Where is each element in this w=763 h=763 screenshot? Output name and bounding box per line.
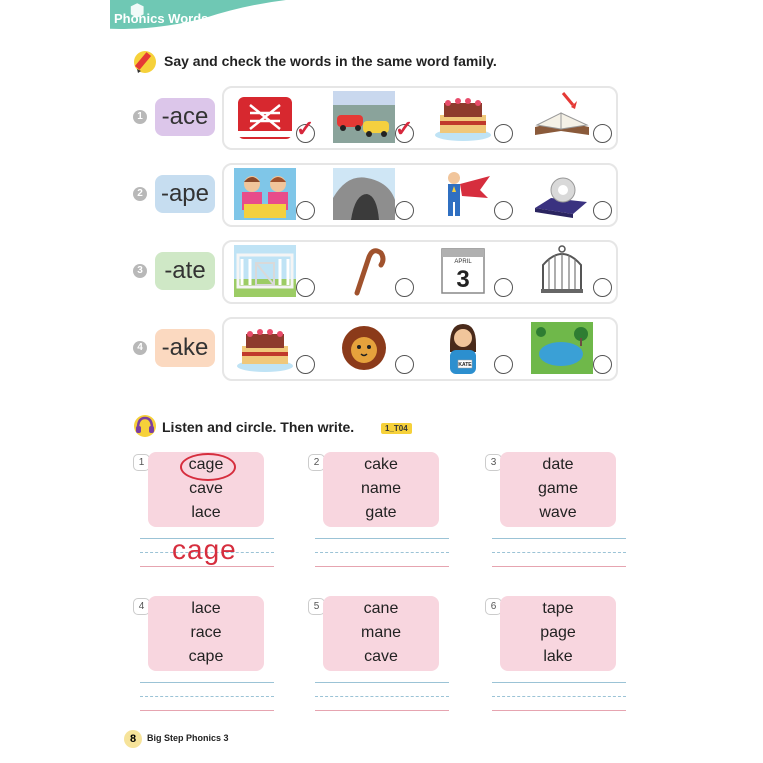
kids-board-game-icon	[234, 168, 296, 220]
row-number: 4	[133, 341, 147, 355]
word-family-label: -ape	[155, 175, 215, 213]
superhero-cape-icon	[432, 168, 494, 220]
page-number: 8	[124, 730, 142, 748]
shoes-icon	[234, 91, 296, 143]
word-option[interactable]: race	[190, 624, 222, 641]
tape-dispenser-icon	[531, 168, 593, 220]
word-family-label: -ake	[155, 329, 215, 367]
section2-title: Listen and circle. Then write.	[162, 419, 355, 435]
word-choice-card	[323, 596, 439, 671]
word-option[interactable]: cave	[189, 480, 223, 497]
writing-line	[315, 696, 449, 697]
word-option[interactable]: lake	[543, 648, 573, 665]
check-circle[interactable]	[395, 355, 414, 374]
card-number: 1	[133, 454, 150, 471]
word-option[interactable]: cake	[364, 456, 398, 473]
word-option[interactable]: cane	[363, 600, 399, 617]
word-option[interactable]: wave	[539, 504, 577, 521]
writing-line	[492, 696, 626, 697]
word-choice-card	[323, 452, 439, 527]
word-choice-card	[500, 452, 616, 527]
writing-line	[140, 566, 274, 567]
word-option[interactable]: lace	[191, 600, 221, 617]
writing-line	[315, 538, 449, 539]
writing-line	[315, 710, 449, 711]
headphones-icon	[132, 412, 158, 438]
check-circle[interactable]	[593, 201, 612, 220]
book-icon	[531, 91, 593, 143]
calendar-month: APRIL	[454, 259, 472, 265]
row-number: 3	[133, 264, 147, 278]
card-number: 3	[485, 454, 502, 471]
word-option[interactable]: game	[537, 480, 579, 497]
answer-circle	[180, 453, 236, 481]
check-circle[interactable]	[395, 201, 414, 220]
section1-title: Say and check the words in the same word family.	[164, 53, 497, 69]
word-option[interactable]: mane	[360, 624, 402, 641]
writing-line	[140, 682, 274, 683]
check-circle[interactable]	[593, 355, 612, 374]
writing-line	[492, 682, 626, 683]
cane-icon	[333, 245, 395, 297]
pencil-icon	[132, 48, 158, 74]
word-option[interactable]: cage	[148, 456, 264, 474]
written-answer[interactable]: cage	[172, 534, 237, 565]
word-choice-card	[148, 452, 264, 527]
writing-line	[315, 552, 449, 553]
word-option[interactable]: page	[540, 624, 576, 641]
writing-line	[315, 682, 449, 683]
check-circle[interactable]	[494, 355, 513, 374]
row-number: 2	[133, 187, 147, 201]
calendar-day: 3	[456, 266, 470, 293]
name-tag: KATE	[458, 362, 472, 368]
card-number: 4	[133, 598, 150, 615]
writing-line	[492, 566, 626, 567]
cake-icon	[432, 91, 494, 143]
check-mark-icon: ✓	[296, 116, 315, 141]
writing-line	[492, 710, 626, 711]
row-number: 1	[133, 110, 147, 124]
word-option[interactable]: name	[360, 480, 402, 497]
check-circle[interactable]	[395, 278, 414, 297]
cave-icon	[333, 168, 395, 220]
check-circle[interactable]	[593, 278, 612, 297]
gate-icon	[234, 245, 296, 297]
audio-track-badge[interactable]: 1_T04	[381, 423, 412, 434]
check-circle[interactable]	[494, 278, 513, 297]
lake-icon	[531, 322, 593, 374]
girl-kate-icon	[432, 322, 494, 374]
word-choice-card	[500, 596, 616, 671]
writing-line	[140, 710, 274, 711]
cake-icon	[234, 322, 296, 374]
word-option[interactable]: date	[542, 456, 574, 473]
word-option[interactable]: cave	[364, 648, 398, 665]
word-family-label: -ate	[155, 252, 215, 290]
check-circle[interactable]	[593, 124, 612, 143]
card-number: 6	[485, 598, 502, 615]
word-option[interactable]: cape	[188, 648, 224, 665]
header-title: Phonics Words	[114, 11, 209, 26]
book-title: Big Step Phonics 3	[147, 733, 229, 743]
word-choice-card	[148, 596, 264, 671]
word-family-label: -ace	[155, 98, 215, 136]
card-number: 2	[308, 454, 325, 471]
calendar-date-icon	[432, 245, 494, 297]
check-circle[interactable]	[494, 124, 513, 143]
check-circle[interactable]	[494, 201, 513, 220]
writing-line	[140, 696, 274, 697]
birdcage-icon	[531, 245, 593, 297]
word-option[interactable]: gate	[365, 504, 397, 521]
lion-mane-icon	[333, 322, 395, 374]
check-circle[interactable]	[296, 201, 315, 220]
writing-line	[492, 552, 626, 553]
writing-line	[492, 538, 626, 539]
card-number: 5	[308, 598, 325, 615]
word-option[interactable]: tape	[542, 600, 574, 617]
race-cars-icon	[333, 91, 395, 143]
check-circle[interactable]	[296, 355, 315, 374]
writing-line	[315, 566, 449, 567]
word-option[interactable]: lace	[191, 504, 221, 521]
check-mark-icon: ✓	[395, 116, 414, 141]
check-circle[interactable]	[296, 278, 315, 297]
